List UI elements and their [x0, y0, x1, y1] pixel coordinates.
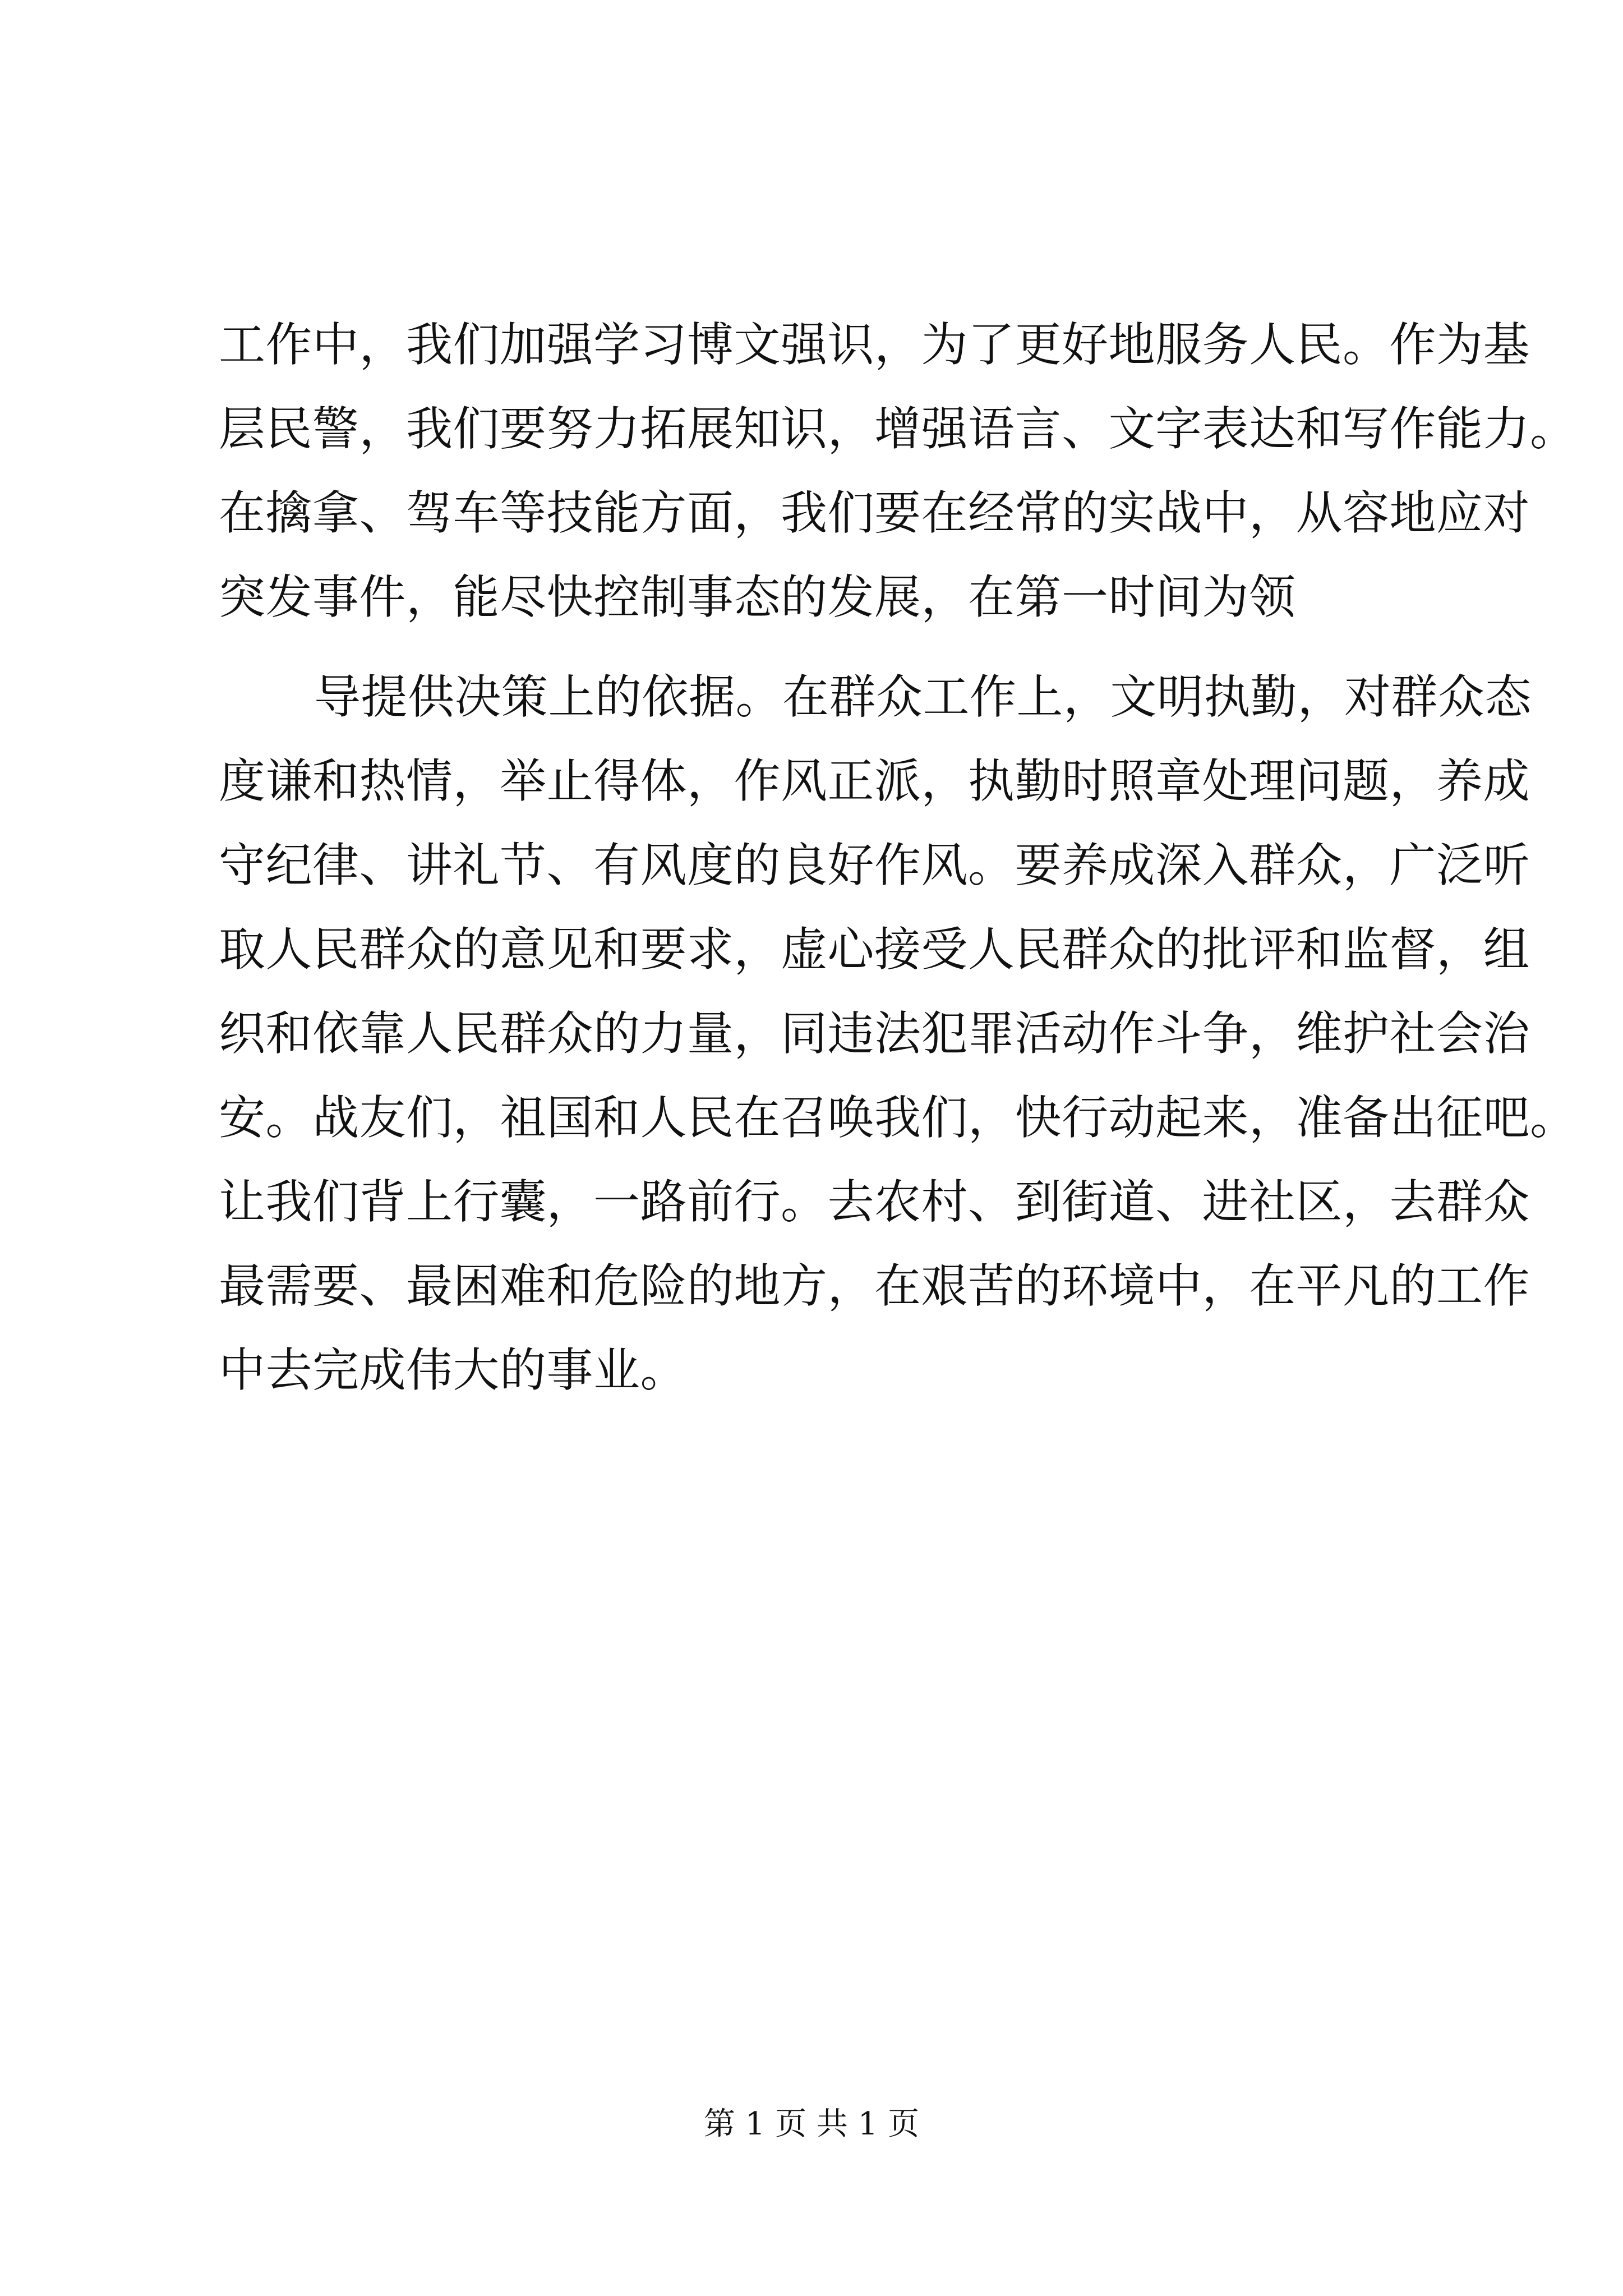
text-line: 导提供决策上的依据。在群众工作上，文明执勤，对群众态: [314, 670, 1532, 724]
paragraph: [219, 303, 1577, 639]
text-line: 在擒拿、驾车等技能方面，我们要在经常的实战中，从容地应对: [219, 486, 1530, 540]
paragraph: [219, 655, 1577, 1412]
text-line: 安。战友们，祖国和人民在召唤我们，快行动起来，准备出征吧。: [219, 1091, 1577, 1145]
text-line: 突发事件，能尽快控制事态的发展，在第一时间为领: [219, 570, 1296, 624]
text-line: 让我们背上行囊，一路前行。去农村、到街道、进社区，去群众: [219, 1175, 1530, 1229]
text-line: 度谦和热情，举止得体，作风正派，执勤时照章处理问题，养成: [219, 754, 1530, 808]
document-body: [219, 303, 1577, 1412]
text-line: 层民警，我们要努力拓展知识，增强语言、文字表达和写作能力。: [219, 402, 1577, 456]
text-line: 最需要、最困难和危险的地方，在艰苦的环境中，在平凡的工作: [219, 1259, 1530, 1313]
text-line: 织和依靠人民群众的力量，同违法犯罪活动作斗争，维护社会治: [219, 1006, 1530, 1061]
page-number: 第 1 页 共 1 页: [703, 2106, 920, 2142]
text-line: 取人民群众的意见和要求，虚心接受人民群众的批评和监督，组: [219, 922, 1530, 977]
text-line: 工作中，我们加强学习博文强识，为了更好地服务人民。作为基: [219, 318, 1530, 372]
text-line: 中去完成伟大的事业。: [219, 1343, 687, 1397]
text-line: 守纪律、讲礼节、有风度的良好作风。要养成深入群众，广泛听: [219, 838, 1530, 892]
page-footer: [0, 2105, 1623, 2144]
